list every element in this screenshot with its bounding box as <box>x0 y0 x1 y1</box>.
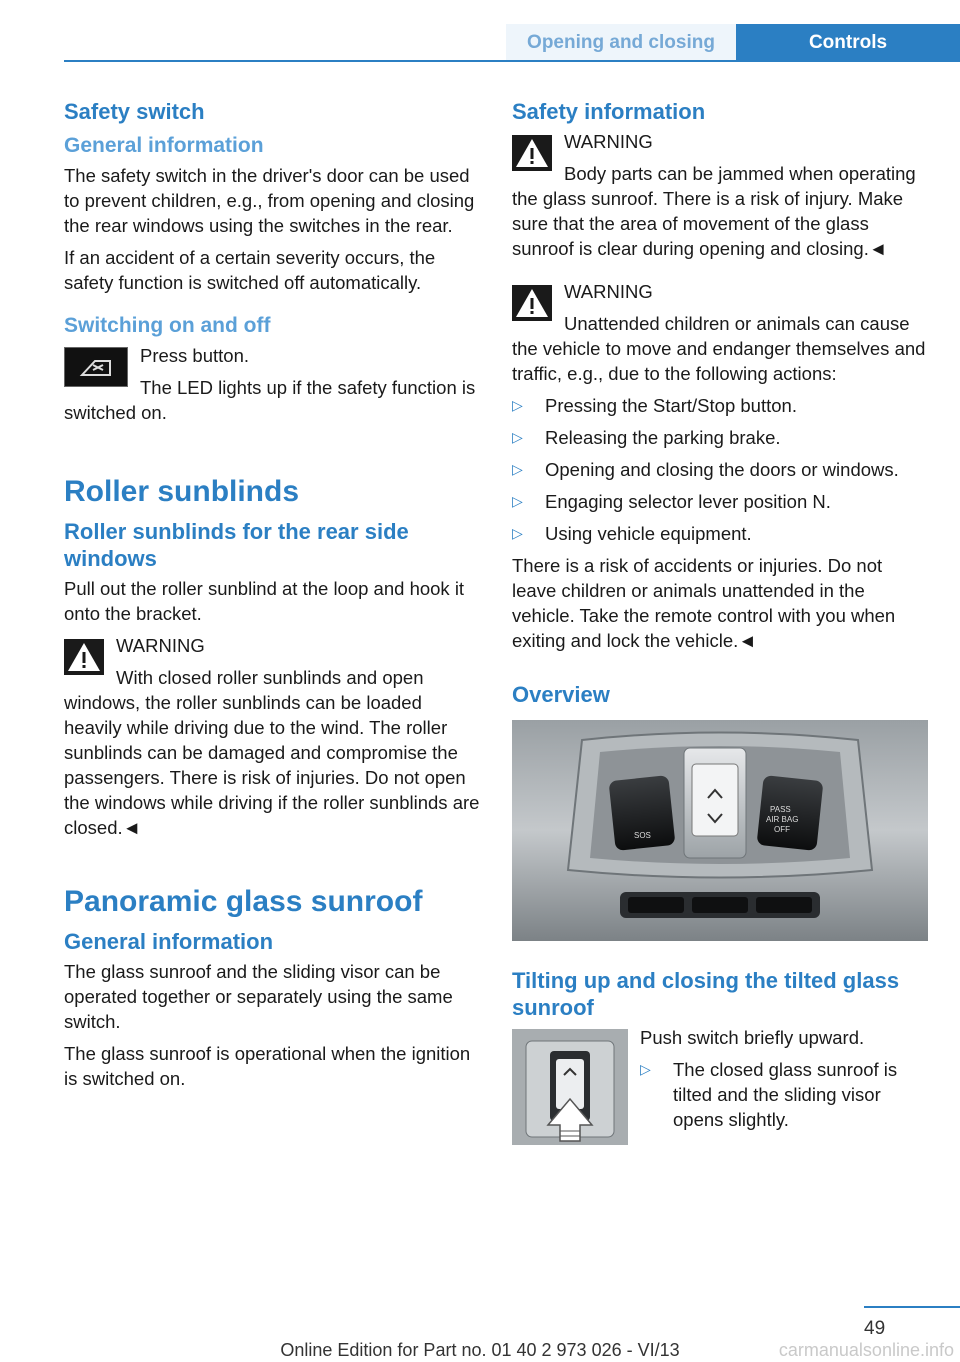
right-column <box>512 98 930 1151</box>
safety-switch-paragraph-1: The safety switch in the driver's door can be used to prevent children, e.g., from opening and closing the rear windows using the switches in the rear. <box>64 165 475 236</box>
list-item: ▷ Using vehicle equipment. <box>512 523 752 544</box>
roller-warning <box>64 633 482 840</box>
edition-text: Online Edition for Part no. 01 40 2 973 026 - VI/13 <box>280 1340 680 1360</box>
sunroof-warning-label: WARNING <box>564 131 653 152</box>
triangle-bullet-icon: ▷ <box>512 461 523 477</box>
switching-heading: Switching on and off <box>64 314 271 337</box>
safety-info-heading: Safety information <box>512 99 706 124</box>
triangle-bullet-icon: ▷ <box>512 493 523 509</box>
actions-list <box>512 393 930 546</box>
sunroof-paragraph-2: The glass sunroof is operational when the ignition is switched on. <box>64 1043 471 1089</box>
pass-label-1: PASS <box>770 805 791 814</box>
triangle-bullet-icon: ▷ <box>512 525 523 541</box>
safety-switch-paragraph-2: If an accident of a certain severity occurs, the safety function is switched off automatically. <box>64 247 436 293</box>
list-item: ▷ Engaging selector lever position N. <box>512 491 831 512</box>
window-lock-icon <box>79 355 113 379</box>
roller-warning-label: WARNING <box>116 635 205 656</box>
safety-switch-button-image <box>64 347 128 387</box>
tilting-paragraph: Push switch briefly upward. <box>640 1027 865 1048</box>
press-button-text: Press button. <box>140 345 250 366</box>
header-rule <box>64 60 960 62</box>
triangle-bullet-icon: ▷ <box>640 1061 651 1077</box>
safety-switch-heading: Safety switch <box>64 99 205 124</box>
children-warning <box>512 279 930 386</box>
roller-sunblinds-heading: Roller sunblinds <box>64 475 300 508</box>
triangle-bullet-icon: ▷ <box>512 397 523 413</box>
safety-switch-general-heading: General information <box>64 134 264 157</box>
triangle-bullet-icon: ▷ <box>512 429 523 445</box>
tilting-block <box>512 1025 930 1151</box>
warning-icon <box>64 639 104 675</box>
roller-paragraph: Pull out the roller sunblind at the loop and hook it onto the bracket. <box>64 578 465 624</box>
watermark: carmanualsonline.info <box>778 1340 954 1360</box>
sunroof-heading: Panoramic glass sunroof <box>64 885 423 918</box>
pass-label-3: OFF <box>774 825 790 834</box>
overview-heading: Overview <box>512 682 610 707</box>
list-item: ▷ The closed glass sunroof is tilted and the sliding visor opens slightly. <box>640 1059 898 1130</box>
left-column <box>64 98 482 1098</box>
list-item: ▷ Pressing the Start/Stop button. <box>512 395 797 416</box>
children-warning-text: Unattended children or animals can cause the vehicle to move and endanger themselves and traffic, e.g., due to the following actions: <box>512 313 926 384</box>
footer-rule <box>864 1306 960 1308</box>
warning-icon <box>512 285 552 321</box>
list-item: ▷ Releasing the parking brake. <box>512 427 781 448</box>
led-text: The LED lights up if the safety function is switched on. <box>64 377 476 423</box>
after-list-text: There is a risk of accidents or injuries. Do not leave children or animals unattended in the vehicle. Take the remote control with you when exiting and lock the vehicle.◄ <box>512 555 896 651</box>
roller-warning-text: With closed roller sunblinds and open windows, the roller sunblinds can be loaded heavily while driving due to the wind. The roller sunblinds can be damaged and compromise the passengers. There is risk of injuries. Do not open the windows while driving if the roller sunblinds are closed.◄ <box>64 667 480 838</box>
list-item: ▷ Opening and closing the doors or windows. <box>512 459 899 480</box>
tilting-heading: Tilting up and closing the tilted glass sunroof <box>512 968 900 1020</box>
sunroof-warning <box>512 129 930 261</box>
children-warning-label: WARNING <box>564 281 653 302</box>
sos-label: SOS <box>634 831 651 840</box>
sunroof-switch-image <box>512 1029 628 1145</box>
page-number: 49 <box>864 1318 886 1339</box>
header-section-tab: Opening and closing <box>506 24 736 62</box>
roller-sub-heading: Roller sunblinds for the rear side windows <box>64 519 409 571</box>
sunroof-warning-text: Body parts can be jammed when operating the glass sunroof. There is a risk of injury. Make sure that the area of movement of the glass sunroof is clear during opening and closing.◄ <box>512 163 916 259</box>
overhead-console-image <box>512 720 928 941</box>
warning-icon <box>512 135 552 171</box>
header-chapter-tab: Controls <box>736 24 960 62</box>
sunroof-paragraph-1: The glass sunroof and the sliding visor can be operated together or separately using the same switch. <box>64 961 453 1032</box>
switching-block <box>64 343 482 432</box>
tilting-list <box>640 1057 930 1139</box>
sunroof-general-heading: General information <box>64 929 274 954</box>
pass-label-2: AIR BAG <box>766 815 799 824</box>
